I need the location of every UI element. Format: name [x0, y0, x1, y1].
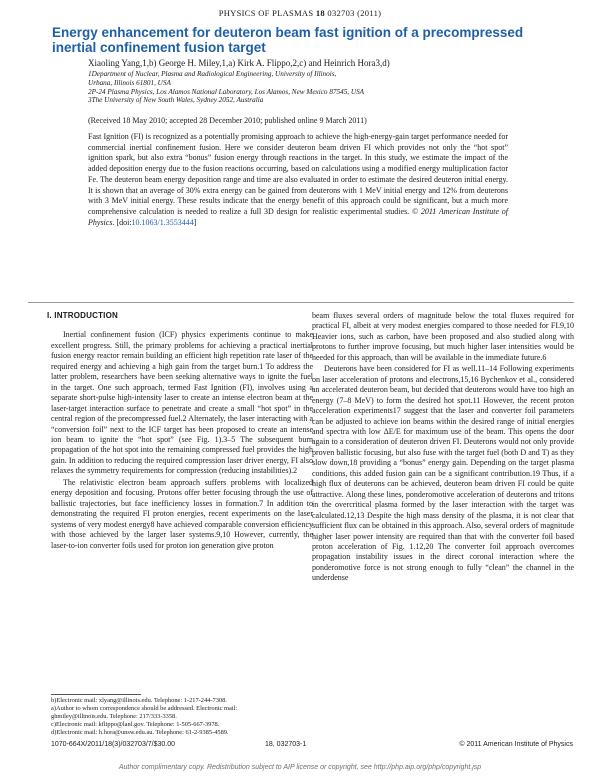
- body-paragraph: Inertial confinement fusion (ICF) physics experiments continue to make excellent progress. Still, the primary problems for achieving a practical inertial fusion energy reactor remain building an efficient high repetition rate laser of the required energy and achieving a high gain from the target burn.1 To address the latter problem, researchers have been seeking alternative ways to ignite the fuel in the target. One such approach, termed Fast Ignition (FI), involves using a separate short-pulse high-intensity laser to create an intense electron beam at the laser-target interaction surface to penetrate and create a small “hot spot” in the central region of the precompressed fuel.2 Alternately, the laser interacting with a “conversion foil” next to the ICF target has been proposed to create an intense ion beam to ignite the “hot spot” (see Fig. 1).3–5 The subsequent burn propagation of the hot spot into the remaining compressed fuel provides the high gain. In addition to reducing the required compression laser driver energy, FI also relaxes the symmetry requirements for compression (reducing instabilities).2: [51, 330, 313, 476]
- affiliation-line: 2P-24 Plasma Physics, Los Alamos National Laboratory, Los Alamos, New Mexico 87545, USA: [88, 87, 365, 96]
- affiliation-line: 3The University of New South Wales, Sydney 2052, Australia: [88, 96, 264, 105]
- copyright-notice: Author complimentary copy. Redistribution subject to AIP license or copyright, see http://php.aip.org/php/copyright.jsp: [118, 764, 482, 771]
- body-paragraph: The relativistic electron beam approach suffers problems with localized energy deposition and focusing. Protons offer better focusing through the use of ballistic trajectories, but face inefficiency losses in formation.7 In addition to demonstrating the required FI proton energies, recent experiments on the laser systems of very modest energy8 have achieved comparable conversion efficiency with those achieved by the larger laser systems.9,10 However, currently, the laser-to-ion converter foils used for proton ion generation give proton: [51, 477, 313, 550]
- journal-name: PHYSICS OF PLASMAS: [218, 8, 314, 18]
- issn-code: 1070-664X/2011/18(3)/032703/7/$30.00: [51, 741, 176, 748]
- section-heading: I. INTRODUCTION: [47, 311, 118, 320]
- page-number: 18, 032703-1: [265, 741, 307, 748]
- affiliation-line: 1Department of Nuclear, Plasma and Radiological Engineering, University of Illinois,: [88, 70, 337, 78]
- affiliation-line: Urbana, Illinois 61801, USA: [88, 78, 171, 87]
- right-column: [312, 311, 574, 584]
- left-column: [47, 311, 313, 551]
- paper-title: Energy enhancement for deuteron beam fast ignition of a precompressed inertial confinement fusion target: [52, 25, 524, 55]
- abstract: [88, 132, 508, 228]
- running-header: [0, 8, 600, 18]
- footnote: a)Author to whom correspondence should be addressed. Electronic mail:: [51, 704, 238, 712]
- doi-open: [doi:: [116, 217, 132, 227]
- abstract-divider: [28, 302, 574, 303]
- footnote: d)Electronic mail: h.hora@unsw.edu.au. Telephone: 61-2-9385-4589.: [51, 728, 229, 736]
- doi-link[interactable]: 10.1063/1.3553444: [131, 217, 194, 227]
- article-number: 032703 (2011): [327, 8, 382, 18]
- journal-volume: 18: [315, 8, 325, 18]
- abstract-copyright: © 2011 American Institute of Physics.: [88, 206, 509, 227]
- footnote: ghmiley@illinois.edu. Telephone: 217/333-3358.: [51, 712, 177, 720]
- body-paragraph: beam fluxes several orders of magnitude below the total fluxes required for practical FI, albeit at very modest energies compared to those needed for FI.9,10 Heavier ions, such as carbon, have been proposed and also studied along with protons to further improve focusing, but much higher laser intensities would be needed for this approach, than will be available in the immediate future.6: [312, 311, 574, 362]
- footnote: c)Electronic mail: kflippo@lanl.gov. Telephone: 1-505-667-3978.: [51, 720, 220, 728]
- affiliations: [88, 70, 568, 105]
- body-paragraph: Deuterons have been considered for FI as well.11–14 Following experiments on laser acceleration of protons and electrons,15,16 Bychenkov et al., considered an accelerated deuteron beam, but decided that deuterons would have too high an energy (7–8 MeV) to form the desired hot spot.11 However, the recent proton acceleration experiments17 suggest that the laser and converter foil parameters can be adjusted to achieve ion beams within the desired range of initial energies and spectra with low ΔE/E for maximum use of the beam. This opens the door again to a consideration of deuteron driven FI. Deuterons would not only provide proven ballistic focusing, but also fuse with the target fuel (both D and T) as they slow down,18 providing a “bonus” energy gain. Depending on the target plasma conditions, this added fusion gain can be a significant contribution.19 Thus, if a high flux of deuterons can be achieved, deuteron beam driven FI could be quite attractive. Along these lines, ponderomotive acceleration of deuterons and tritons in the overcritical plasma formed by the laser interaction with the target was calculated.12,13 Despite the high mass density of the plasma, it is not clear that sufficient flux can be obtained in this approach. Also, several orders of magnitude higher laser power intensity are required than that with the converter foil based proton acceleration of Fig. 1.12,20 The converter foil approach overcomes propagation instability issues in the direct coronal interaction where the ponderomotive force is not strong enough to fully “clean” the channel in the underdense: [312, 364, 574, 583]
- footnote-divider: [51, 694, 141, 695]
- footnotes: [51, 697, 313, 737]
- received-dates: (Received 18 May 2010; accepted 28 December 2010; published online 9 March 2011): [88, 116, 367, 125]
- author-list: Xiaoling Yang,1,b) George H. Miley,1,a) Kirk A. Flippo,2,c) and Heinrich Hora3,d): [88, 58, 390, 68]
- publisher-copyright: © 2011 American Institute of Physics: [459, 741, 573, 748]
- doi-close: ]: [193, 217, 197, 227]
- abstract-text: Fast Ignition (FI) is recognized as a potentially promising approach to achieve the high-energy-gain target performance needed for commercial inertial confinement fusion. Here we consider deuteron beam driven FI which provides not only the “hot spot” ignition spark, but also extra “bonus” fusion energy through reactions in the target. In this study, we estimate the impact of the added deposition energy due to the fusion reactions occurring, based on calculations using a modified energy multiplication factor Fe. The deuteron beam energy deposition range and time are also evaluated in order to estimate the desired deuteron initial energy. It is shown that an average of 30% extra energy can be gained from deuterons with 1 MeV initial energy and 12% from deuterons with 3 MeV initial energy. These results indicate that the energy benefit of this approach could be significant, but a much more comprehensive calculation is needed to realize a full 3D design for realistic experimental studies.: [88, 132, 508, 216]
- footnote: b)Electronic mail: xlyang@illinois.edu. Telephone: 1-217-244-7308.: [51, 697, 227, 704]
